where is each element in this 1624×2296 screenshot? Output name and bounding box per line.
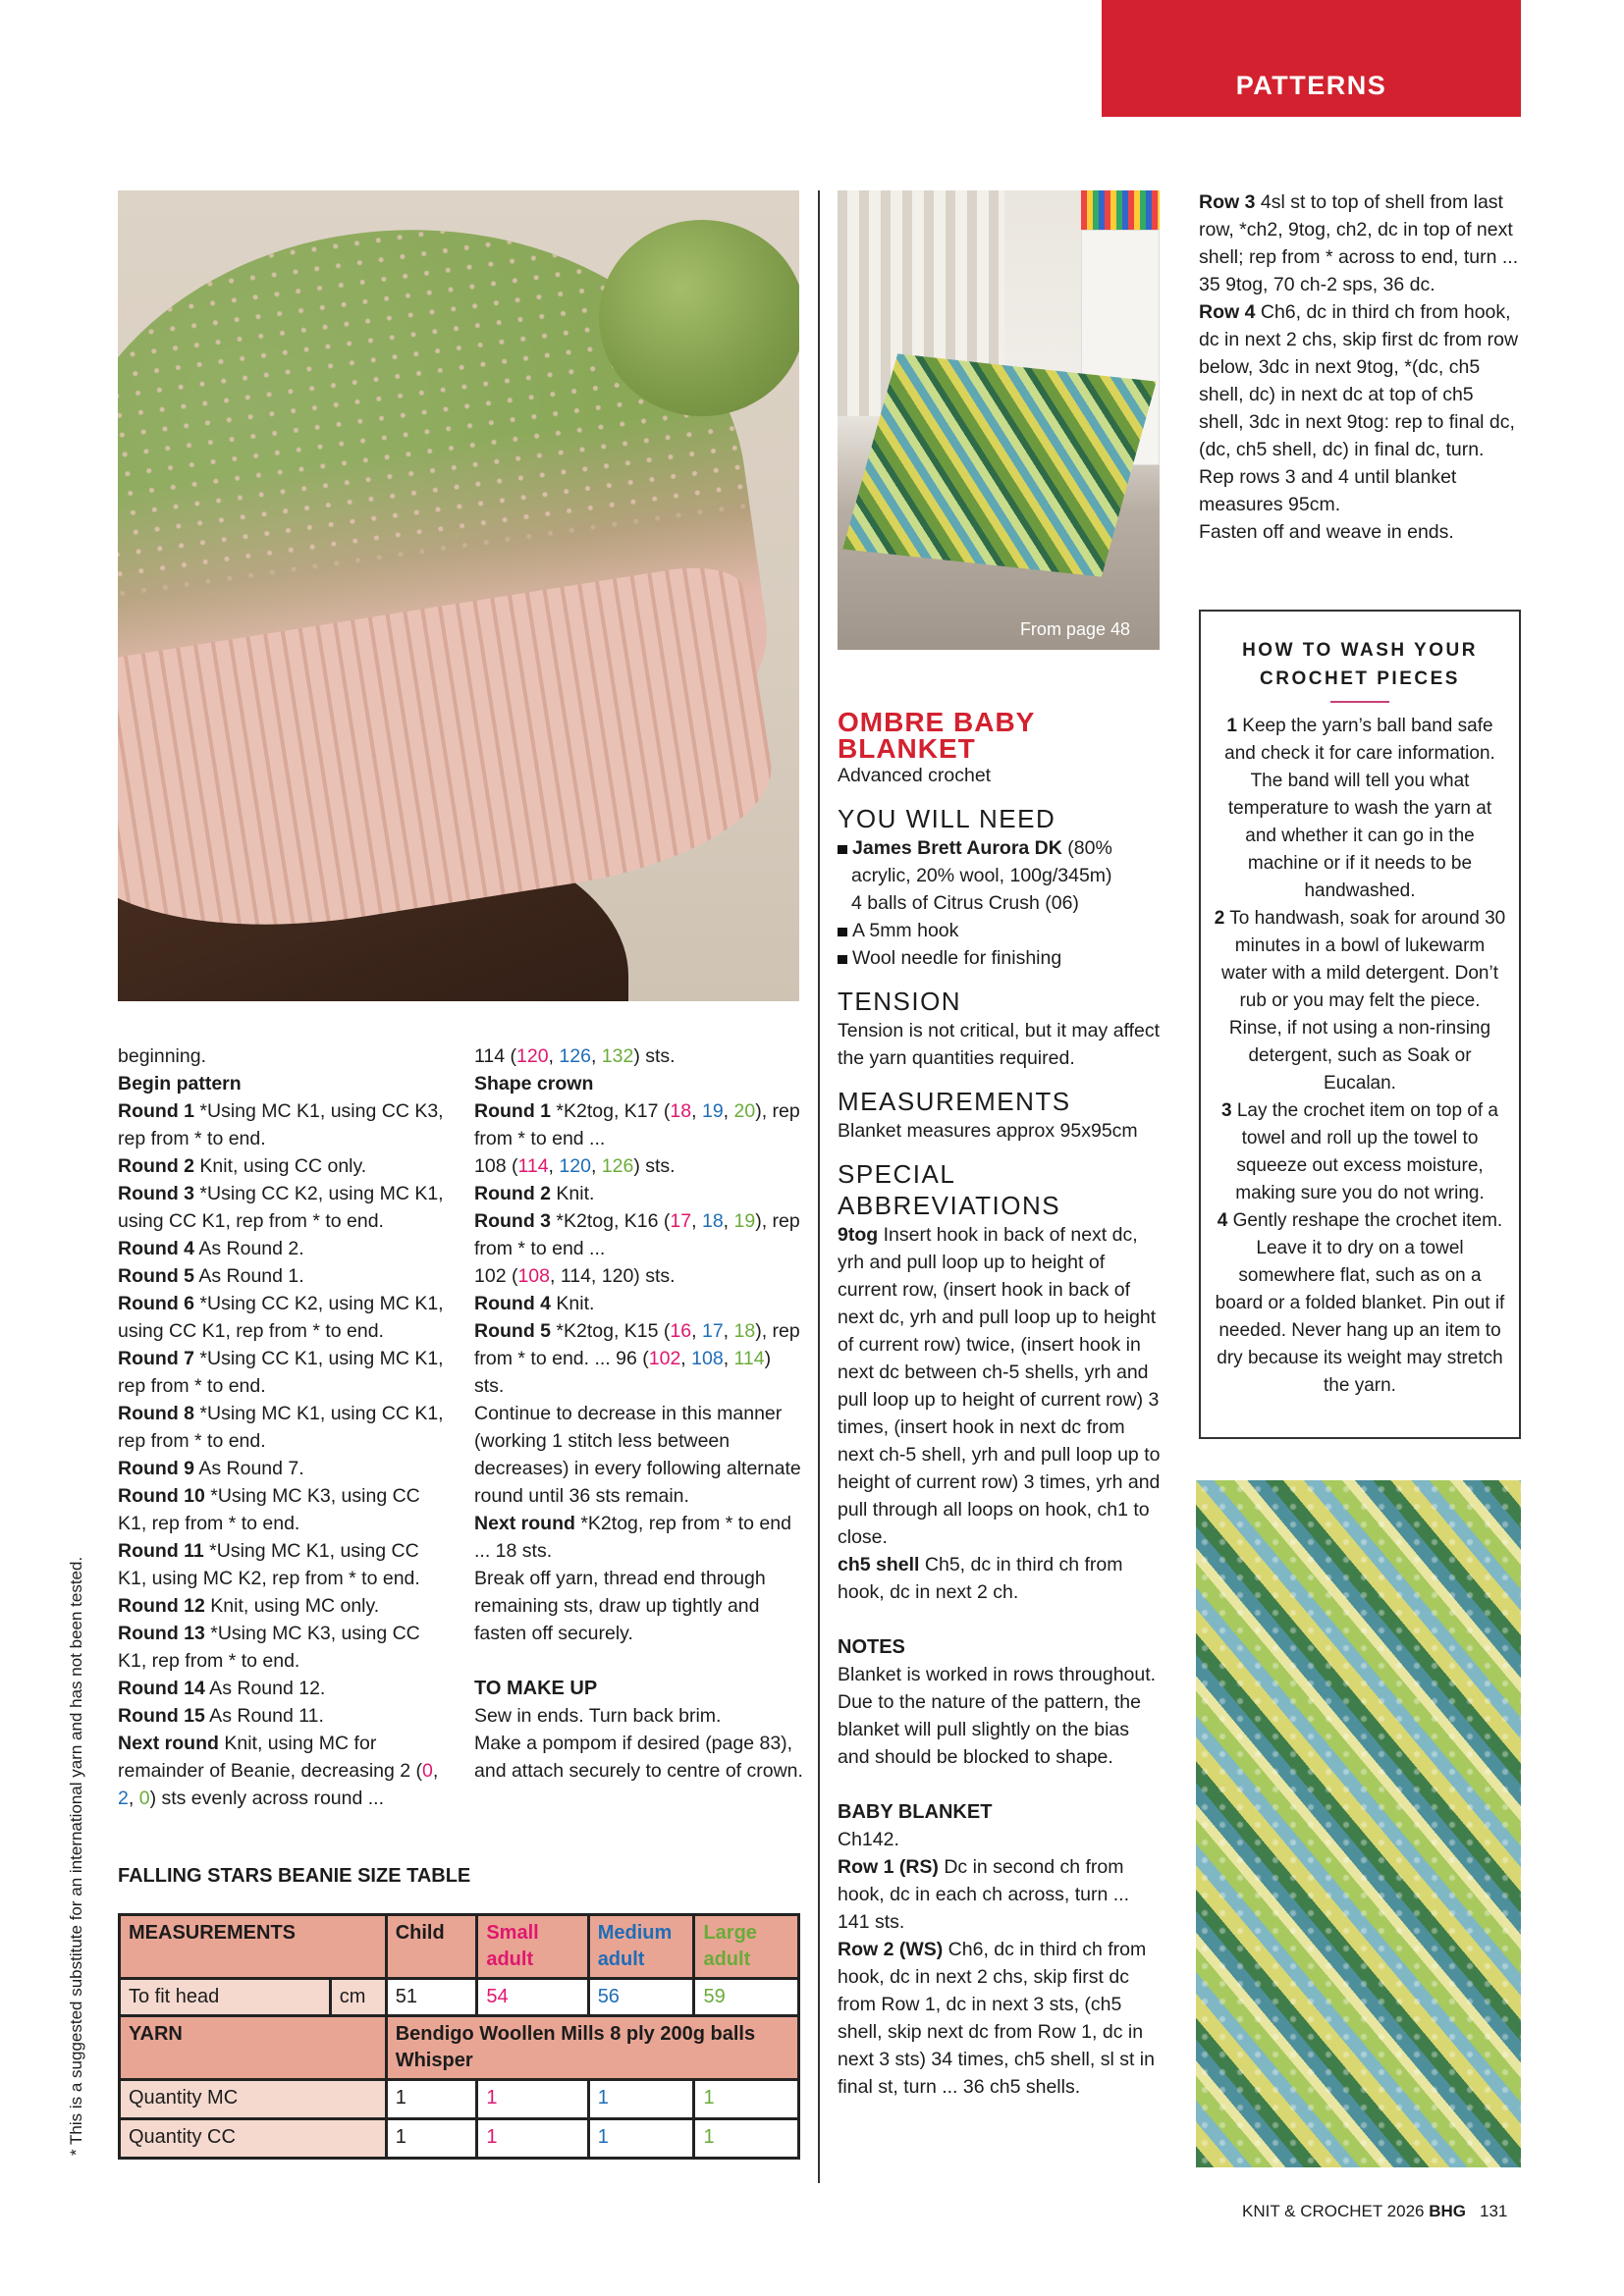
- table-cell: 1: [588, 2080, 694, 2119]
- measurements-text: Blanket measures approx 95x95cm: [838, 1120, 1138, 1142]
- wash-tips-box: [1199, 610, 1521, 1439]
- wash-tips-title: HOW TO WASH YOUR CROCHET PIECES: [1242, 640, 1478, 689]
- text-segment: 132: [601, 1045, 634, 1067]
- text-segment: *Using MC K1, using CC K3, rep from * to end.: [118, 1100, 444, 1149]
- text-segment: As Round 11.: [204, 1705, 324, 1727]
- bold-label: Round 10: [118, 1485, 205, 1507]
- paragraph: [118, 1262, 452, 1290]
- paragraph: [474, 1262, 803, 1290]
- paragraph: [474, 1097, 803, 1152]
- paragraph: [474, 1317, 803, 1400]
- text-segment: 18: [733, 1320, 756, 1342]
- text-segment: Rep rows 3 and 4 until blanket measures 95cm.: [1199, 466, 1457, 515]
- text-segment: 20: [733, 1100, 756, 1122]
- paragraph: [118, 1482, 452, 1537]
- text-segment: ) sts.: [633, 1045, 676, 1067]
- bold-label: 3: [1220, 1100, 1232, 1121]
- pattern-paragraphs: [474, 1042, 803, 1647]
- text-segment: Ch6, dc in third ch from hook, dc in next 2 chs, skip first dc from Row 1, dc in next 3 sts, (ch5 shell, skip next dc from Row 1, dc in next 3 sts) 34 times, ch5 shell, sl st in final st, turn ... 36 ch5 shells.: [838, 1939, 1155, 2098]
- table-cell: 1: [694, 2119, 799, 2159]
- bold-label: Round 9: [118, 1458, 194, 1479]
- table-cell: 1: [477, 2080, 588, 2119]
- paragraph: [118, 1675, 452, 1702]
- paragraph: [474, 1565, 803, 1647]
- section-header: [1102, 0, 1521, 117]
- bold-label: Round 8: [118, 1403, 194, 1424]
- paragraph: [118, 1702, 452, 1730]
- measurements-header: MEASUREMENTS: [120, 1915, 387, 1979]
- bold-label: 2: [1214, 908, 1225, 929]
- brand: BHG: [1429, 2202, 1466, 2220]
- beanie-instructions-col1: [118, 1042, 452, 1812]
- paragraph: [118, 1537, 452, 1592]
- text-segment: As Round 12.: [204, 1678, 326, 1699]
- paragraph: [1199, 188, 1523, 298]
- text-segment: Insert hook in back of next dc, yrh and pull loop up to height of current row, (insert hook in back of next dc, yrh and pull loop up to height of current row) twice, (insert hook in next dc between ch-5 shells, yrh and pull loop up to height of current row) 3 times, (insert hook in next dc from next ch-5 shell, yrh and pull loop up to height of current row) 3 times, yrh and pull through all loops on hook, ch1 to close.: [838, 1224, 1161, 1548]
- text-segment: 0: [138, 1788, 150, 1809]
- text-segment: Keep the yarn’s ball band safe and check it for care information. The band will tell you what temperature to wash the yarn at and whether it can go in the machine or if it needs to be handwashed.: [1224, 716, 1495, 901]
- paragraph: [474, 1510, 803, 1565]
- bold-label: Round 3: [474, 1210, 551, 1232]
- table-cell: 51: [386, 1979, 477, 2016]
- text-segment: As Round 2.: [194, 1238, 304, 1259]
- text-segment: Knit, using MC for remainder of Beanie, decreasing 2 (: [118, 1733, 423, 1782]
- need-item: James Brett Aurora DK (80% acrylic, 20% wool, 100g/345m): [838, 834, 1162, 889]
- text-segment: 18: [670, 1100, 692, 1122]
- make-up-line: Sew in ends. Turn back brim.: [474, 1705, 722, 1727]
- table-cell: 59: [694, 1979, 799, 2016]
- paragraph: [118, 1180, 452, 1235]
- abbreviations-heading: SPECIAL ABBREVIATIONS: [838, 1159, 1061, 1220]
- text-segment: ,: [691, 1320, 702, 1342]
- beanie-instructions-col2: [474, 1042, 803, 1785]
- paragraph: [474, 1180, 803, 1207]
- table-cell: 1: [477, 2119, 588, 2159]
- skill-level: Advanced crochet: [838, 765, 992, 786]
- text-segment: 108 (: [474, 1155, 518, 1177]
- make-up-heading: TO MAKE UP: [474, 1678, 598, 1699]
- magazine-name: KNIT & CROCHET 2026: [1242, 2202, 1430, 2220]
- fit-head-label: To fit head: [120, 1979, 331, 2016]
- text-segment: , 114, 120) sts.: [550, 1265, 676, 1287]
- size-table-title: FALLING STARS BEANIE SIZE TABLE: [118, 1865, 471, 1887]
- text-segment: 17: [670, 1210, 692, 1232]
- text-segment: ) sts.: [474, 1348, 772, 1397]
- size-large-adult: Large adult: [694, 1915, 799, 1979]
- blanket-rows: [1199, 188, 1523, 546]
- paragraph: [474, 1207, 803, 1262]
- paragraph: [118, 1345, 452, 1400]
- baby-blanket-heading: BABY BLANKET: [838, 1801, 993, 1823]
- text-segment: 126: [559, 1045, 591, 1067]
- text-segment: 108: [691, 1348, 724, 1369]
- make-up-line: Make a pompom if desired (page 83), and attach securely to centre of crown.: [474, 1733, 803, 1782]
- text-segment: ,: [723, 1348, 734, 1369]
- page-number: 131: [1480, 2202, 1508, 2220]
- yarn-value: Bendigo Woollen Mills 8 ply 200g balls Whisper: [386, 2016, 798, 2080]
- bold-label: Round 2: [474, 1183, 551, 1204]
- paragraph: [1213, 713, 1507, 905]
- text-segment: ,: [691, 1210, 702, 1232]
- bold-label: Round 4: [118, 1238, 194, 1259]
- bold-label: Round 1: [474, 1100, 551, 1122]
- text-segment: Break off yarn, thread end through remaining sts, draw up tightly and fasten off securely.: [474, 1568, 766, 1644]
- text-segment: *K2tog, rep from * to end ... 18 sts.: [474, 1513, 791, 1562]
- text-segment: Dc in second ch from hook, dc in each ch across, turn ... 141 sts.: [838, 1856, 1129, 1933]
- qty-cc-label: Quantity CC: [120, 2119, 387, 2159]
- paragraph: [118, 1290, 452, 1345]
- bold-label: ch5 shell: [838, 1554, 920, 1575]
- pattern-title: OMBRE BABY BLANKET: [838, 707, 1036, 764]
- text-segment: *Using CC K2, using MC K1, using CC K1, rep from * to end.: [118, 1293, 444, 1342]
- text-segment: ,: [128, 1788, 139, 1809]
- bold-label: 4: [1217, 1210, 1228, 1231]
- paragraph: [1199, 463, 1523, 518]
- text-segment: Knit, using CC only.: [194, 1155, 367, 1177]
- title-rule: [1330, 701, 1389, 703]
- table-row: [120, 2119, 799, 2159]
- tension-text: Tension is not critical, but it may affect the yarn quantities required.: [838, 1020, 1161, 1069]
- table-cell: 1: [588, 2119, 694, 2159]
- bold-label: Row 2 (WS): [838, 1939, 944, 1960]
- text-segment: As Round 7.: [194, 1458, 304, 1479]
- bold-label: 9tog: [838, 1224, 879, 1246]
- text-segment: *K2tog, K17 (: [551, 1100, 671, 1122]
- text-segment: ,: [723, 1210, 734, 1232]
- paragraph: [474, 1400, 803, 1510]
- text-segment: ,: [432, 1760, 439, 1782]
- paragraph: [118, 1730, 452, 1812]
- paragraph: [1213, 1207, 1507, 1400]
- need-item: Wool needle for finishing: [838, 944, 1162, 972]
- text-segment: 120: [559, 1155, 591, 1177]
- text-segment: ) sts.: [633, 1155, 676, 1177]
- text-segment: 2: [118, 1788, 129, 1809]
- text-segment: 18: [701, 1210, 724, 1232]
- bold-label: Round 2: [118, 1155, 194, 1177]
- bold-label: Round 1: [118, 1100, 194, 1122]
- notes-heading: NOTES: [838, 1636, 905, 1658]
- text-segment: *K2tog, K16 (: [551, 1210, 671, 1232]
- text-segment: ), rep from * to end ...: [474, 1100, 800, 1149]
- text-segment: ), rep from * to end. ... 96 (: [474, 1320, 800, 1369]
- table-cell: 56: [588, 1979, 694, 2016]
- text-segment: *Using MC K3, using CC K1, rep from * to end.: [118, 1623, 420, 1672]
- paragraph: [118, 1042, 452, 1070]
- text-segment: *Using MC K3, using CC K1, rep from * to end.: [118, 1485, 420, 1534]
- bold-label: Row 1 (RS): [838, 1856, 939, 1878]
- text-segment: 114: [517, 1155, 549, 1177]
- text-segment: 19: [701, 1100, 724, 1122]
- bold-label: 1: [1226, 716, 1237, 736]
- paragraph: [118, 1620, 452, 1675]
- text-segment: *K2tog, K15 (: [551, 1320, 671, 1342]
- need-item: A 5mm hook: [838, 917, 1162, 944]
- text-segment: Knit.: [551, 1183, 595, 1204]
- photo-caption: From page 48: [1019, 619, 1130, 639]
- yarn-label: YARN: [120, 2016, 387, 2080]
- text-segment: ,: [723, 1320, 734, 1342]
- need-item-detail: 4 balls of Citrus Crush (06): [851, 892, 1079, 914]
- paragraph: [474, 1152, 803, 1180]
- table-cell: 1: [386, 2119, 477, 2159]
- text-segment: Gently reshape the crochet item. Leave it to dry on a towel somewhere flat, such as on a board or a folded blanket. Pin out if needed. Never hang up an item to dry because its weight may stretch the yarn.: [1215, 1210, 1505, 1396]
- beanie-photo: [118, 190, 799, 1001]
- bold-label: Shape crown: [474, 1073, 594, 1095]
- bold-label: Round 5: [118, 1265, 194, 1287]
- bold-label: Round 14: [118, 1678, 205, 1699]
- bold-label: Round 11: [118, 1540, 204, 1562]
- text-segment: ,: [691, 1100, 702, 1122]
- bold-label: Begin pattern: [118, 1073, 242, 1095]
- bold-label: Round 13: [118, 1623, 205, 1644]
- text-segment: 126: [601, 1155, 634, 1177]
- bold-label: Next round: [118, 1733, 219, 1754]
- bold-label: Row 4: [1199, 301, 1256, 323]
- paragraph: [118, 1152, 452, 1180]
- blanket-photo: [838, 190, 1160, 650]
- text-segment: 114: [733, 1348, 765, 1369]
- text-segment: Lay the crochet item on top of a towel and roll up the towel to squeeze out excess moisture, making sure you do not wring.: [1231, 1100, 1498, 1203]
- text-segment: ,: [590, 1045, 602, 1067]
- measurements-heading: MEASUREMENTS: [838, 1087, 1071, 1116]
- size-small-adult: Small adult: [477, 1915, 588, 1979]
- bold-label: Round 7: [118, 1348, 194, 1369]
- text-segment: *Using MC K1, using CC K1, using MC K2, rep from * to end.: [118, 1540, 420, 1589]
- text-segment: 114 (: [474, 1045, 516, 1067]
- text-segment: Fasten off and weave in ends.: [1199, 521, 1454, 543]
- paragraph: [118, 1592, 452, 1620]
- table-row: [120, 2080, 799, 2119]
- text-segment: *Using CC K1, using MC K1, rep from * to end.: [118, 1348, 444, 1397]
- tension-heading: TENSION: [838, 987, 962, 1016]
- size-child: Child: [386, 1915, 477, 1979]
- text-segment: ,: [723, 1100, 734, 1122]
- paragraph: [1199, 298, 1523, 463]
- yarn-substitute-note: * This is a suggested substitute for an international yarn and has not been tested.: [67, 1556, 85, 2156]
- blanket-closeup-photo: [1196, 1480, 1521, 2167]
- text-segment: ,: [548, 1045, 560, 1067]
- text-segment: 120: [516, 1045, 549, 1067]
- table-header-row: [120, 1915, 799, 1979]
- text-segment: Ch142.: [838, 1829, 899, 1850]
- bold-label: Round 5: [474, 1320, 551, 1342]
- text-segment: 108: [517, 1265, 550, 1287]
- text-segment: Ch6, dc in third ch from hook, dc in next 2 chs, skip first dc from row below, 3dc in next 9tog, *(dc, ch5 shell, dc) in next dc at top of ch5 shell, 3dc in next 9tog: rep to final dc, (dc, ch5 shell, dc) in final dc, turn.: [1199, 301, 1519, 460]
- section-title: PATTERNS: [1235, 71, 1387, 100]
- paragraph: [838, 1221, 1162, 1551]
- paragraph: [838, 1826, 1162, 1853]
- text-segment: 0: [422, 1760, 433, 1782]
- pompom: [599, 220, 799, 416]
- paragraph: [1213, 1097, 1507, 1207]
- blanket-rows: [838, 1826, 1162, 2101]
- bold-label: Round 4: [474, 1293, 551, 1314]
- text-segment: ) sts evenly across round ...: [149, 1788, 384, 1809]
- notes-text: Blanket is worked in rows throughout. Due to the nature of the pattern, the blanket will pull slightly on the bias and should be blocked to shape.: [838, 1664, 1157, 1768]
- paragraph: [118, 1400, 452, 1455]
- paragraph: [838, 1936, 1162, 2101]
- text-segment: 17: [701, 1320, 724, 1342]
- paragraph: [838, 1853, 1162, 1936]
- bold-label: Round 3: [118, 1183, 194, 1204]
- text-segment: 102: [648, 1348, 681, 1369]
- paragraph: [1213, 905, 1507, 1097]
- text-segment: Knit, using MC only.: [204, 1595, 380, 1617]
- size-table: [118, 1913, 800, 2160]
- text-segment: Continue to decrease in this manner (working 1 stitch less between decreases) in every following alternate round until 36 sts remain.: [474, 1403, 801, 1507]
- text-segment: ,: [590, 1155, 602, 1177]
- blanket-pattern: [838, 709, 1162, 2101]
- unit-label: cm: [330, 1979, 386, 2016]
- size-medium-adult: Medium adult: [588, 1915, 694, 1979]
- paragraph: [838, 1551, 1162, 1606]
- bold-label: Round 15: [118, 1705, 205, 1727]
- paragraph: [118, 1097, 452, 1152]
- page-footer: [1242, 2202, 1507, 2221]
- bold-label: Round 6: [118, 1293, 194, 1314]
- table-cell: 1: [694, 2080, 799, 2119]
- text-segment: *Using CC K2, using MC K1, using CC K1, rep from * to end.: [118, 1183, 444, 1232]
- column-divider: [818, 190, 820, 2183]
- text-segment: As Round 1.: [194, 1265, 304, 1287]
- text-segment: *Using MC K1, using CC K1, rep from * to end.: [118, 1403, 444, 1452]
- paragraph: [1199, 518, 1523, 546]
- text-segment: Knit.: [551, 1293, 595, 1314]
- text-segment: Ch5, dc in third ch from hook, dc in next 2 ch.: [838, 1554, 1123, 1603]
- paragraph: [474, 1042, 803, 1070]
- you-will-need-heading: YOU WILL NEED: [838, 804, 1056, 833]
- qty-mc-label: Quantity MC: [120, 2080, 387, 2119]
- text-segment: 4sl st to top of shell from last row, *ch2, 9tog, ch2, dc in top of next shell; rep from * across to end, turn ... 35 9tog, 70 ch-2 sps, 36 dc.: [1199, 191, 1519, 295]
- pattern-paragraphs: [118, 1042, 452, 1812]
- text-segment: beginning.: [118, 1045, 206, 1067]
- table-row: [120, 2016, 799, 2080]
- paragraph: [118, 1235, 452, 1262]
- text-segment: ,: [680, 1348, 692, 1369]
- paragraph: [474, 1070, 803, 1097]
- text-segment: ), rep from * to end ...: [474, 1210, 800, 1259]
- text-segment: 16: [670, 1320, 692, 1342]
- abbreviations: [838, 1221, 1162, 1606]
- paragraph: [118, 1070, 452, 1097]
- text-segment: ,: [548, 1155, 560, 1177]
- paragraph: [474, 1290, 803, 1317]
- blanket-rows-continued: [1199, 188, 1523, 546]
- table-row: [120, 1979, 799, 2016]
- text-segment: To handwash, soak for around 30 minutes in a bowl of lukewarm water with a mild detergent. Don’t rub or you may felt the piece. Rinse, if not using a non-rinsing detergent, such as Soak or Eucalan.: [1221, 908, 1506, 1094]
- paragraph: [118, 1455, 452, 1482]
- bold-label: Next round: [474, 1513, 575, 1534]
- bold-label: Round 12: [118, 1595, 205, 1617]
- wash-steps: [1213, 713, 1507, 1400]
- bold-label: Row 3: [1199, 191, 1256, 213]
- text-segment: 19: [733, 1210, 756, 1232]
- text-segment: 102 (: [474, 1265, 518, 1287]
- table-cell: 1: [386, 2080, 477, 2119]
- table-cell: 54: [477, 1979, 588, 2016]
